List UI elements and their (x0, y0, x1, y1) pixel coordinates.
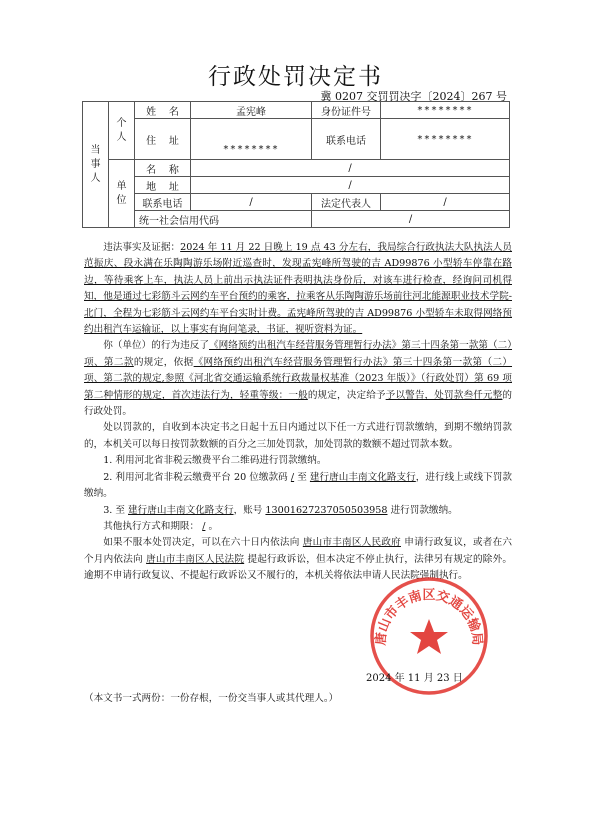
individual-label: 个人 (109, 102, 135, 160)
penalty-text: 予以警告，处罚款叁仟元整 (385, 389, 503, 401)
unit-name-label: 名 称 (135, 160, 191, 177)
facts-text: 2024 年 11 月 22 日晚上 19 点 43 分左右，我局综合行政执法大队执法人员范振庆、段永满在乐陶陶游乐场附近巡查时，发现孟宪峰所驾驶的吉 AD99876 小型轿车停靠在路边，等待乘客上车，执法人员上前出示执法证件表明执法身份后，对该车进行检查，经询问司机得知，他是通过七彩筋斗云网约车平台预约的乘客，拉乘客从乐陶陶游乐场前往河北能源职业技术学院-北门，全程为七彩筋斗云网约车平台实时计费。孟宪峰所驾驶的吉 AD99876 小型轿车未取得网络预约出租汽车运输证，以上事实有询问笔录，书证，视听资料为证。 (84, 242, 513, 336)
payment-intro: 处以罚款的，自收到本决定书之日起十五日内通过以下任一方式进行罚款缴纳，到期不缴纳罚款的，本机关可以每日按罚款数额的百分之三加处罚款，加处罚款的数额不超过罚款本数。 (84, 422, 512, 450)
phone-label: 联系电话 (312, 119, 381, 160)
method3-text-b: ，账号 (233, 504, 263, 516)
party-info-table (82, 101, 510, 228)
violation-text-3: 的规定，决定给予 (307, 389, 386, 401)
seal-text: 唐山市丰南区交通运输局 (373, 588, 485, 646)
address-label: 住 址 (135, 119, 191, 160)
unit-name-value: / (191, 160, 510, 177)
appeal-text-c: 提起行政诉讼，但本决定不停止执行，法律另有规定的除外。逾期不申请行政复议、不提起行政诉讼又不履行的，本机关将依法申请人民法院强制执行。 (84, 553, 512, 582)
payment-method-1: 1. 利用河北省非税云缴费平台二维码进行罚款缴纳。 (103, 455, 327, 467)
issue-date: 2024 年 11 月 23 日 (366, 673, 463, 684)
facts-paragraph (84, 240, 512, 338)
method2-text-a: 2. 利用河北省非税云缴费平台 20 位缴款码 (103, 471, 288, 483)
address-value: ******** (191, 119, 312, 160)
payment-method-3 (84, 503, 512, 519)
credit-code-label: 统一社会信用代码 (135, 211, 312, 228)
method2-text-c: ，进行线上或线下罚款缴纳。 (84, 471, 513, 500)
basis-law: 《网络预约出租汽车经营服务管理暂行办法》第三十四条第一款第（二）项、第二款的规定,参照《河北省交通运输系统行政裁量权基准（2023 年版）》（行政处罚）第 69 项第二种情形的规定，首次违法行为，轻重等级：一般 (84, 356, 513, 401)
copies-note: （本文书一式两份：一份存根，一份交当事人或其代理人。） (84, 693, 339, 704)
unit-label: 单位 (109, 160, 135, 228)
name-value: 孟宪峰 (191, 102, 312, 119)
other-methods (84, 519, 512, 535)
id-label: 身份证件号 (312, 102, 381, 119)
method2-text-b: 至 (297, 471, 307, 483)
violation-text-1: 你（单位）的行为违反了 (103, 340, 210, 352)
legal-rep-label: 法定代表人 (312, 194, 381, 211)
payment-method-2 (84, 470, 512, 503)
star-icon (410, 619, 448, 654)
name-label: 姓 名 (135, 102, 191, 119)
unit-phone-label: 联系电话 (135, 194, 191, 211)
other-value: / (202, 520, 206, 532)
violation-text-2: 的规定，依据 (133, 356, 194, 368)
appeal-court: 唐山市丰南区人民法院 (146, 553, 245, 565)
violation-paragraph (84, 338, 512, 420)
other-text-a: 其他执行方式和期限： (103, 520, 200, 532)
facts-label: 违法事实及证据： (103, 242, 181, 253)
bank-account: 13001627237050503958 (265, 504, 388, 516)
violated-law: 《网络预约出租汽车经营服务管理暂行办法》第三十四条第一款第（二）项、第二款 (84, 340, 513, 368)
appeal-government: 唐山市丰南区人民政府 (302, 537, 401, 549)
violation-text-4: 的行政处罚。 (84, 389, 513, 418)
method3-bank: 建行唐山丰南文化路支行 (128, 504, 234, 516)
phone-value: ******** (381, 119, 510, 160)
method2-bank: 建行唐山丰南文化路支行 (309, 471, 416, 483)
legal-rep-value: / (381, 194, 510, 211)
appeal-text-a: 如果不服本处罚决定，可以在六十日内依法向 (103, 537, 300, 549)
other-text-b: 。 (208, 520, 219, 532)
unit-address-value: / (191, 177, 510, 194)
party-label: 当事人 (83, 102, 109, 228)
decision-body (84, 240, 512, 585)
payment-code: / (290, 471, 295, 483)
unit-address-label: 地 址 (135, 177, 191, 194)
document-number: 冀 0207 交罚罚决字〔2024〕267 号 (320, 90, 507, 103)
credit-code-value: / (312, 211, 510, 228)
id-value: ******** (381, 102, 510, 119)
document-title: 行政处罚决定书 (208, 64, 383, 90)
method3-text-c: 进行罚款缴纳。 (390, 504, 458, 516)
unit-phone-value: / (191, 194, 312, 211)
appeal-text-b: 申请行政复议，或者在六个月内依法向 (84, 537, 513, 565)
method3-text-a: 3. 至 (103, 504, 125, 516)
